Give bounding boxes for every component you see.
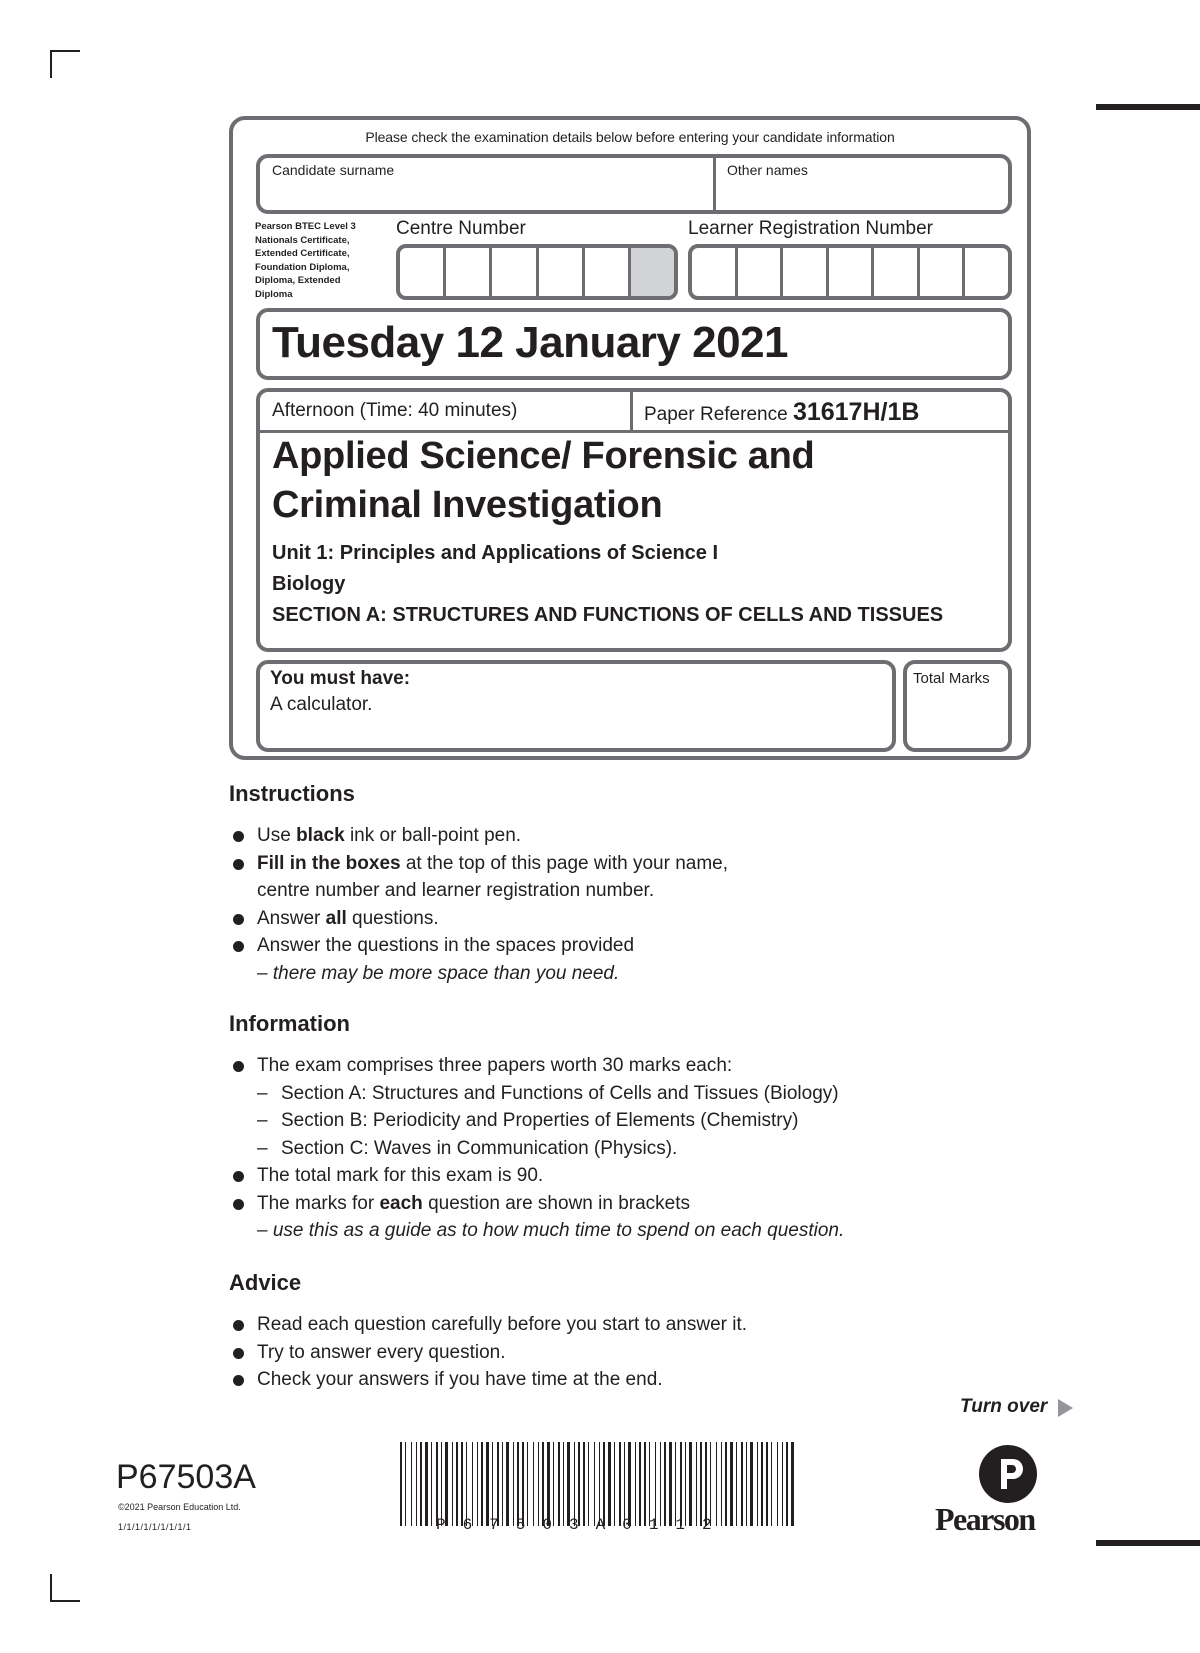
centre-number-label: Centre Number [396, 218, 526, 239]
centre-number-cell[interactable] [446, 248, 492, 296]
centre-number-cell[interactable] [585, 248, 631, 296]
must-have-item: A calculator. [270, 694, 373, 715]
learner-registration-label: Learner Registration Number [688, 218, 934, 239]
learner-reg-cell[interactable] [829, 248, 875, 296]
list-subitem: – Section A: Structures and Functions of Cells and Tissues (Biology) [257, 1082, 839, 1104]
sheet-id: 1/1/1/1/1/1/1/1/1 [118, 1522, 192, 1532]
unit-title: Unit 1: Principles and Applications of Science I [272, 542, 719, 564]
exam-date: Tuesday 12 January 2021 [272, 318, 789, 367]
bullet-icon [233, 831, 244, 842]
discipline-title: Biology [272, 573, 346, 595]
bullet-icon [233, 859, 244, 870]
centre-number-cell[interactable] [400, 248, 446, 296]
list-item: Check your answers if you have time at the end. [229, 1366, 929, 1394]
candidate-surname-field[interactable]: Candidate surname [272, 162, 395, 178]
section-title: SECTION A: STRUCTURES AND FUNCTIONS OF CELLS AND TISSUES [272, 604, 944, 626]
advice-list [229, 1311, 929, 1394]
pearson-logo [935, 1445, 1075, 1535]
bullet-icon [233, 1061, 244, 1072]
subject-title [272, 432, 972, 530]
list-item: The total mark for this exam is 90. [229, 1162, 929, 1190]
list-item-continuation: centre number and learner registration number. [257, 880, 655, 901]
bullet-icon [233, 1348, 244, 1359]
centre-number-boxes[interactable] [396, 244, 678, 300]
bullet-icon [233, 1199, 244, 1210]
crop-mark-bottom-left-v [50, 1574, 52, 1602]
learner-registration-boxes[interactable] [688, 244, 1012, 300]
information-list [229, 1052, 929, 1245]
barcode-text: P67503A0112 [436, 1516, 729, 1534]
total-marks-label: Total Marks [913, 670, 990, 687]
bullet-icon [233, 1320, 244, 1331]
instructions-list [229, 822, 929, 987]
name-divider [713, 156, 716, 212]
paper-reference [644, 398, 919, 427]
turn-over-arrow-icon [1058, 1399, 1073, 1417]
edge-bar-top [1096, 104, 1200, 110]
learner-reg-cell[interactable] [920, 248, 966, 296]
crop-mark-bottom-left-h [50, 1600, 80, 1602]
crop-mark-top-left-h [50, 50, 80, 52]
list-item: Answer the questions in the spaces provided [229, 932, 929, 960]
learner-reg-cell[interactable] [738, 248, 784, 296]
list-item: Use black ink or ball-point pen. [229, 822, 929, 850]
centre-number-cell[interactable] [539, 248, 585, 296]
check-note: Please check the examination details below before entering your candidate information [365, 129, 895, 145]
turn-over-text: Turn over [960, 1396, 1048, 1417]
subject-line-2: Criminal Investigation [272, 484, 663, 526]
list-item: Answer all questions. [229, 905, 929, 933]
paper-divider-v [630, 390, 633, 432]
edge-bar-bottom [1096, 1540, 1200, 1546]
list-item: Try to answer every question. [229, 1339, 929, 1367]
centre-number-cell[interactable] [492, 248, 538, 296]
list-subitem: – Section C: Waves in Communication (Physics). [257, 1137, 678, 1159]
crop-mark-top-left-v [50, 50, 52, 78]
learner-reg-cell[interactable] [965, 248, 1008, 296]
bullet-icon [233, 1171, 244, 1182]
session-time: Afternoon (Time: 40 minutes) [272, 400, 518, 421]
list-item-continuation: – use this as a guide as to how much time to spend on each question. [257, 1220, 845, 1241]
learner-reg-cell[interactable] [783, 248, 829, 296]
pearson-logo-icon [979, 1445, 1037, 1503]
list-item: Read each question carefully before you start to answer it. [229, 1311, 929, 1339]
bullet-icon [233, 1375, 244, 1386]
publisher-name: Pearson [935, 1501, 1035, 1537]
list-item: The marks for each question are shown in brackets [229, 1190, 929, 1218]
list-subitem: – Section B: Periodicity and Properties of Elements (Chemistry) [257, 1110, 799, 1131]
information-heading: Information [229, 1011, 350, 1036]
bullet-icon [233, 914, 244, 925]
must-have-title: You must have: [270, 668, 411, 689]
learner-reg-cell[interactable] [874, 248, 920, 296]
subject-line-1: Applied Science/ Forensic and [272, 435, 815, 477]
paper-reference-code: 31617H/1B [792, 398, 920, 426]
list-item: The exam comprises three papers worth 30 marks each: [229, 1052, 929, 1080]
bullet-icon [233, 941, 244, 952]
barcode-icon [400, 1442, 798, 1526]
advice-heading: Advice [229, 1270, 302, 1295]
paper-reference-label: Paper Reference [644, 404, 788, 425]
other-names-field[interactable]: Other names [727, 162, 808, 178]
list-item: Fill in the boxes at the top of this page with your name, [229, 850, 929, 878]
instructions-heading: Instructions [229, 781, 355, 806]
learner-reg-cell[interactable] [692, 248, 738, 296]
list-item-continuation: – there may be more space than you need. [257, 962, 620, 984]
paper-code: P67503A [116, 1458, 256, 1496]
copyright-text: ©2021 Pearson Education Ltd. [118, 1502, 241, 1512]
centre-number-cell-shaded [631, 248, 674, 296]
qualification-text: Pearson BTEC Level 3 Nationals Certificate, Extended Certificate, Foundation Diploma, Diploma, Extended Diploma [255, 221, 356, 300]
